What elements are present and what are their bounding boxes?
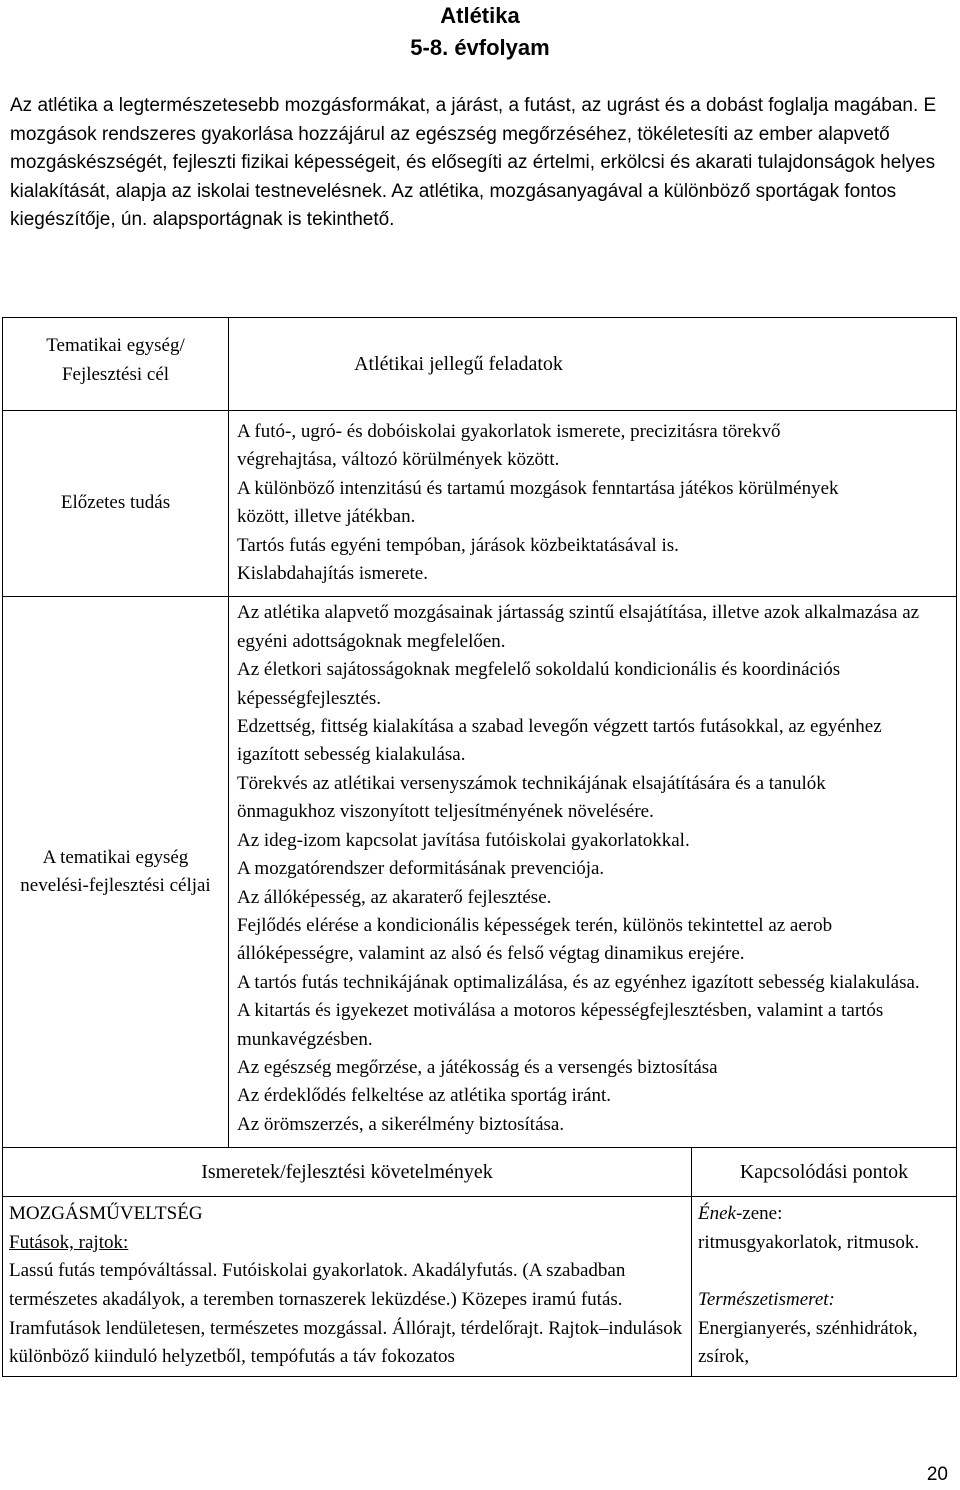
goal-item: Az örömszerzés, a sikerélmény biztosítása. <box>237 1113 565 1135</box>
goal-item: A tartós futás technikájának optimalizálása, és az egyénhez igazított sebesség kialakulása. <box>237 971 920 993</box>
prior-item: A különböző intenzitású és tartamú mozgások fenntartása játékos körülmények között, illetve játékban. <box>237 477 839 528</box>
requirements-cell <box>3 1197 692 1377</box>
connections-header-cell <box>692 1148 957 1197</box>
goal-item: Az életkori sajátosságoknak megfelelő sokoldalú kondicionális és koordinációs képességfejlesztés. <box>237 659 841 709</box>
prior-knowledge-row <box>3 411 957 597</box>
connection-1-subject-rest: -zene: <box>735 1203 783 1225</box>
prior-knowledge-list <box>229 411 883 596</box>
goals-list <box>229 597 933 1147</box>
connections-cell <box>692 1197 957 1377</box>
requirements-header-cell <box>3 1148 692 1197</box>
prior-item: Tartós futás egyéni tempóban, járások közbeiktatásával is. <box>237 534 679 556</box>
requirements-header: Ismeretek/fejlesztési követelmények <box>201 1161 493 1184</box>
unit-label: Tematikai egység/ Fejlesztési cél <box>46 335 185 385</box>
connection-2-subject: Természetismeret: <box>698 1288 835 1310</box>
goal-item: Törekvés az atlétikai versenyszámok technikájának elsajátítására és a tanulók önmagukhoz viszonyított teljesítményének növelésére. <box>237 772 826 823</box>
connections-content <box>692 1197 956 1376</box>
connection-1-text: ritmusgyakorlatok, ritmusok. <box>698 1231 920 1253</box>
prior-knowledge-cell <box>229 411 957 597</box>
goal-item: Edzettség, fittség kialakítása a szabad levegőn végzett tartós futásokkal, az egyénhez igazított sebesség kialakulása. <box>237 716 882 766</box>
connection-2-text: Energianyerés, szénhidrátok, zsírok, <box>698 1317 918 1368</box>
document-title: Atlétika <box>440 3 520 28</box>
page-number: 20 <box>926 1464 948 1485</box>
goals-label: A tematikai egység nevelési-fejlesztési céljai <box>20 846 211 897</box>
unit-value-cell <box>229 318 957 411</box>
goal-item: Az egészség megőrzése, a játékosság és a versengés biztosítása <box>237 1056 718 1078</box>
requirements-content <box>3 1197 691 1376</box>
goal-item: Az ideg-izom kapcsolat javítása futóiskolai gyakorlatokkal. <box>237 829 690 851</box>
prior-knowledge-label-cell <box>3 411 229 597</box>
unit-row <box>3 318 957 411</box>
unit-label-cell <box>3 318 229 411</box>
goals-label-cell <box>3 597 229 1148</box>
requirements-header-row <box>3 1148 957 1197</box>
goals-cell <box>229 597 957 1148</box>
goals-row <box>3 597 957 1148</box>
connections-header: Kapcsolódási pontok <box>739 1161 909 1184</box>
prior-knowledge-label: Előzetes tudás <box>60 492 171 514</box>
requirements-text: Lassú futás tempóváltással. Futóiskolai gyakorlatok. Akadályfutás. (A szabadban természetes akadályok, a teremben tornaszerek leküzdése.) Közepes iramú futás. Iramfutások lendületesen, természetes mozgással. Állórajt, térdelőrajt. Rajtok–indulások különböző kiinduló helyzetből, tempófutás a táv fokozatos <box>9 1260 683 1368</box>
goal-item: Az atlétika alapvető mozgásainak jártasság szintű elsajátítása, illetve azok alkalmazása az egyéni adottságoknak megfelelően. <box>237 602 920 652</box>
requirements-section-title: MOZGÁSMŰVELTSÉG <box>9 1203 203 1225</box>
goal-item: Az állóképesség, az akaraterő fejlesztése. <box>237 886 552 908</box>
intro-paragraph: Az atlétika a legtermészetesebb mozgásformákat, a járást, a futást, az ugrást és a dobást foglalja magában. E mozgások rendszeres gyakorlása hozzájárul az egészség megőrzéséhez, tökéletesíti az ember alapvető mozgáskészségét, fejleszti fizikai képességeit, és elősegíti az értelmi, erkölcsi és akarati tulajdonságok helyes kialakítását, alapja az iskolai testnevelésnek. Az atlétika, mozgásanyagával a különböző sportágak fontos kiegészítője, ún. alapsportágnak is tekinthető. <box>10 95 937 230</box>
connection-1-heading <box>698 1200 950 1229</box>
unit-value: Atlétikai jellegű feladatok <box>354 352 563 375</box>
requirements-subsection-title: Futások, rajtok: <box>9 1231 129 1253</box>
curriculum-table <box>2 317 957 1377</box>
goal-item: A kitartás és igyekezet motiválása a motoros képességfejlesztésben, valamint a tartós munkavégzésben. <box>237 1000 884 1050</box>
document-header <box>0 0 960 64</box>
goal-item: Fejlődés elérése a kondicionális képességek terén, különös tekintettel az aerob állóképességre, valamint az alsó és felső végtag dinamikus erejére. <box>237 914 833 965</box>
document-subtitle: 5-8. évfolyam <box>410 35 550 60</box>
requirements-row <box>3 1197 957 1377</box>
goal-item: A mozgatórendszer deformitásának prevenciója. <box>237 858 605 880</box>
goal-item: Az érdeklődés felkeltése az atlétika sportág iránt. <box>237 1085 612 1107</box>
prior-item: Kislabdahajítás ismerete. <box>237 563 428 585</box>
prior-item: A futó-, ugró- és dobóiskolai gyakorlatok ismerete, precizitásra törekvő végrehajtása, változó körülmények között. <box>237 421 781 471</box>
connection-1-subject: Ének <box>698 1203 736 1225</box>
